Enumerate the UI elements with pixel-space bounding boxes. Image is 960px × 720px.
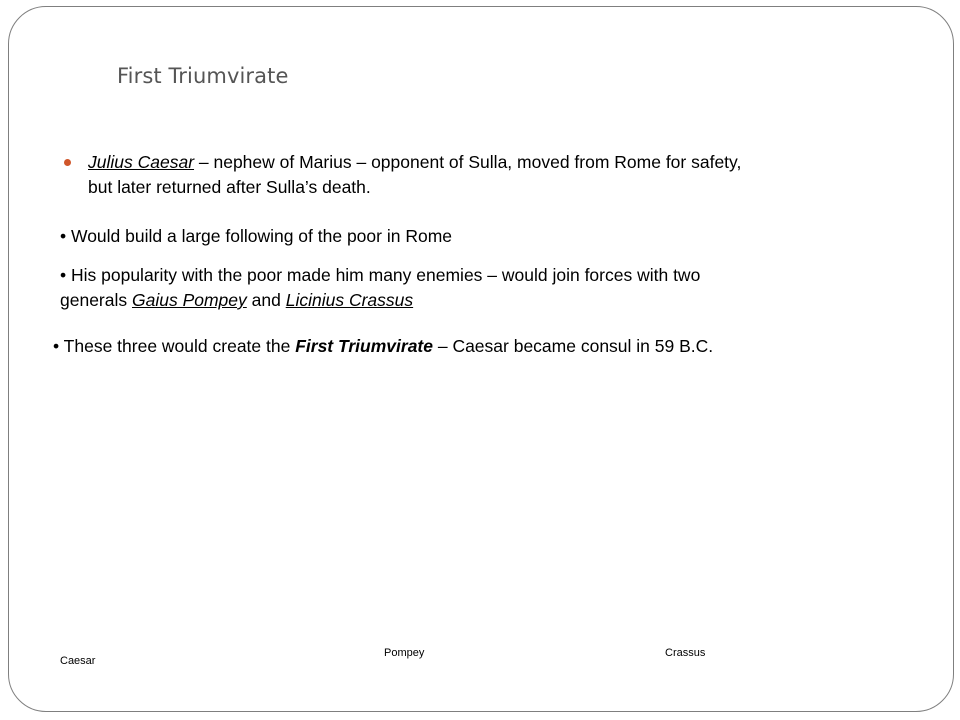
and-text: and bbox=[246, 290, 286, 310]
caption-crassus: Crassus bbox=[665, 647, 706, 659]
caesar-paragraph-line-1 bbox=[88, 150, 741, 175]
bullet-dot-icon bbox=[64, 159, 71, 166]
generals-text: generals bbox=[60, 290, 132, 310]
julius-caesar-link[interactable]: Julius Caesar bbox=[88, 152, 195, 172]
slide-title: First Triumvirate bbox=[117, 64, 289, 88]
caption-pompey: Pompey bbox=[384, 647, 425, 659]
triumvirate-prefix: • These three would create the bbox=[53, 336, 296, 356]
bullet-triumvirate bbox=[53, 334, 713, 359]
pompey-link[interactable]: Gaius Pompey bbox=[132, 290, 247, 310]
caesar-paragraph-text: – nephew of Marius – opponent of Sulla, moved from Rome for safety, bbox=[194, 152, 742, 172]
caption-caesar: Caesar bbox=[60, 655, 96, 667]
triumvirate-suffix: – Caesar became consul in 59 B.C. bbox=[432, 336, 714, 356]
crassus-link[interactable]: Licinius Crassus bbox=[285, 290, 414, 310]
caesar-paragraph-line-2: but later returned after Sulla’s death. bbox=[88, 177, 371, 197]
bullet-popularity-line-1: • His popularity with the poor made him many enemies – would join forces with two bbox=[60, 265, 701, 285]
bullet-following: • Would build a large following of the poor in Rome bbox=[60, 226, 452, 246]
bullet-popularity-line-2 bbox=[60, 288, 413, 313]
slide-frame bbox=[8, 6, 954, 712]
triumvirate-term: First Triumvirate bbox=[295, 336, 433, 356]
